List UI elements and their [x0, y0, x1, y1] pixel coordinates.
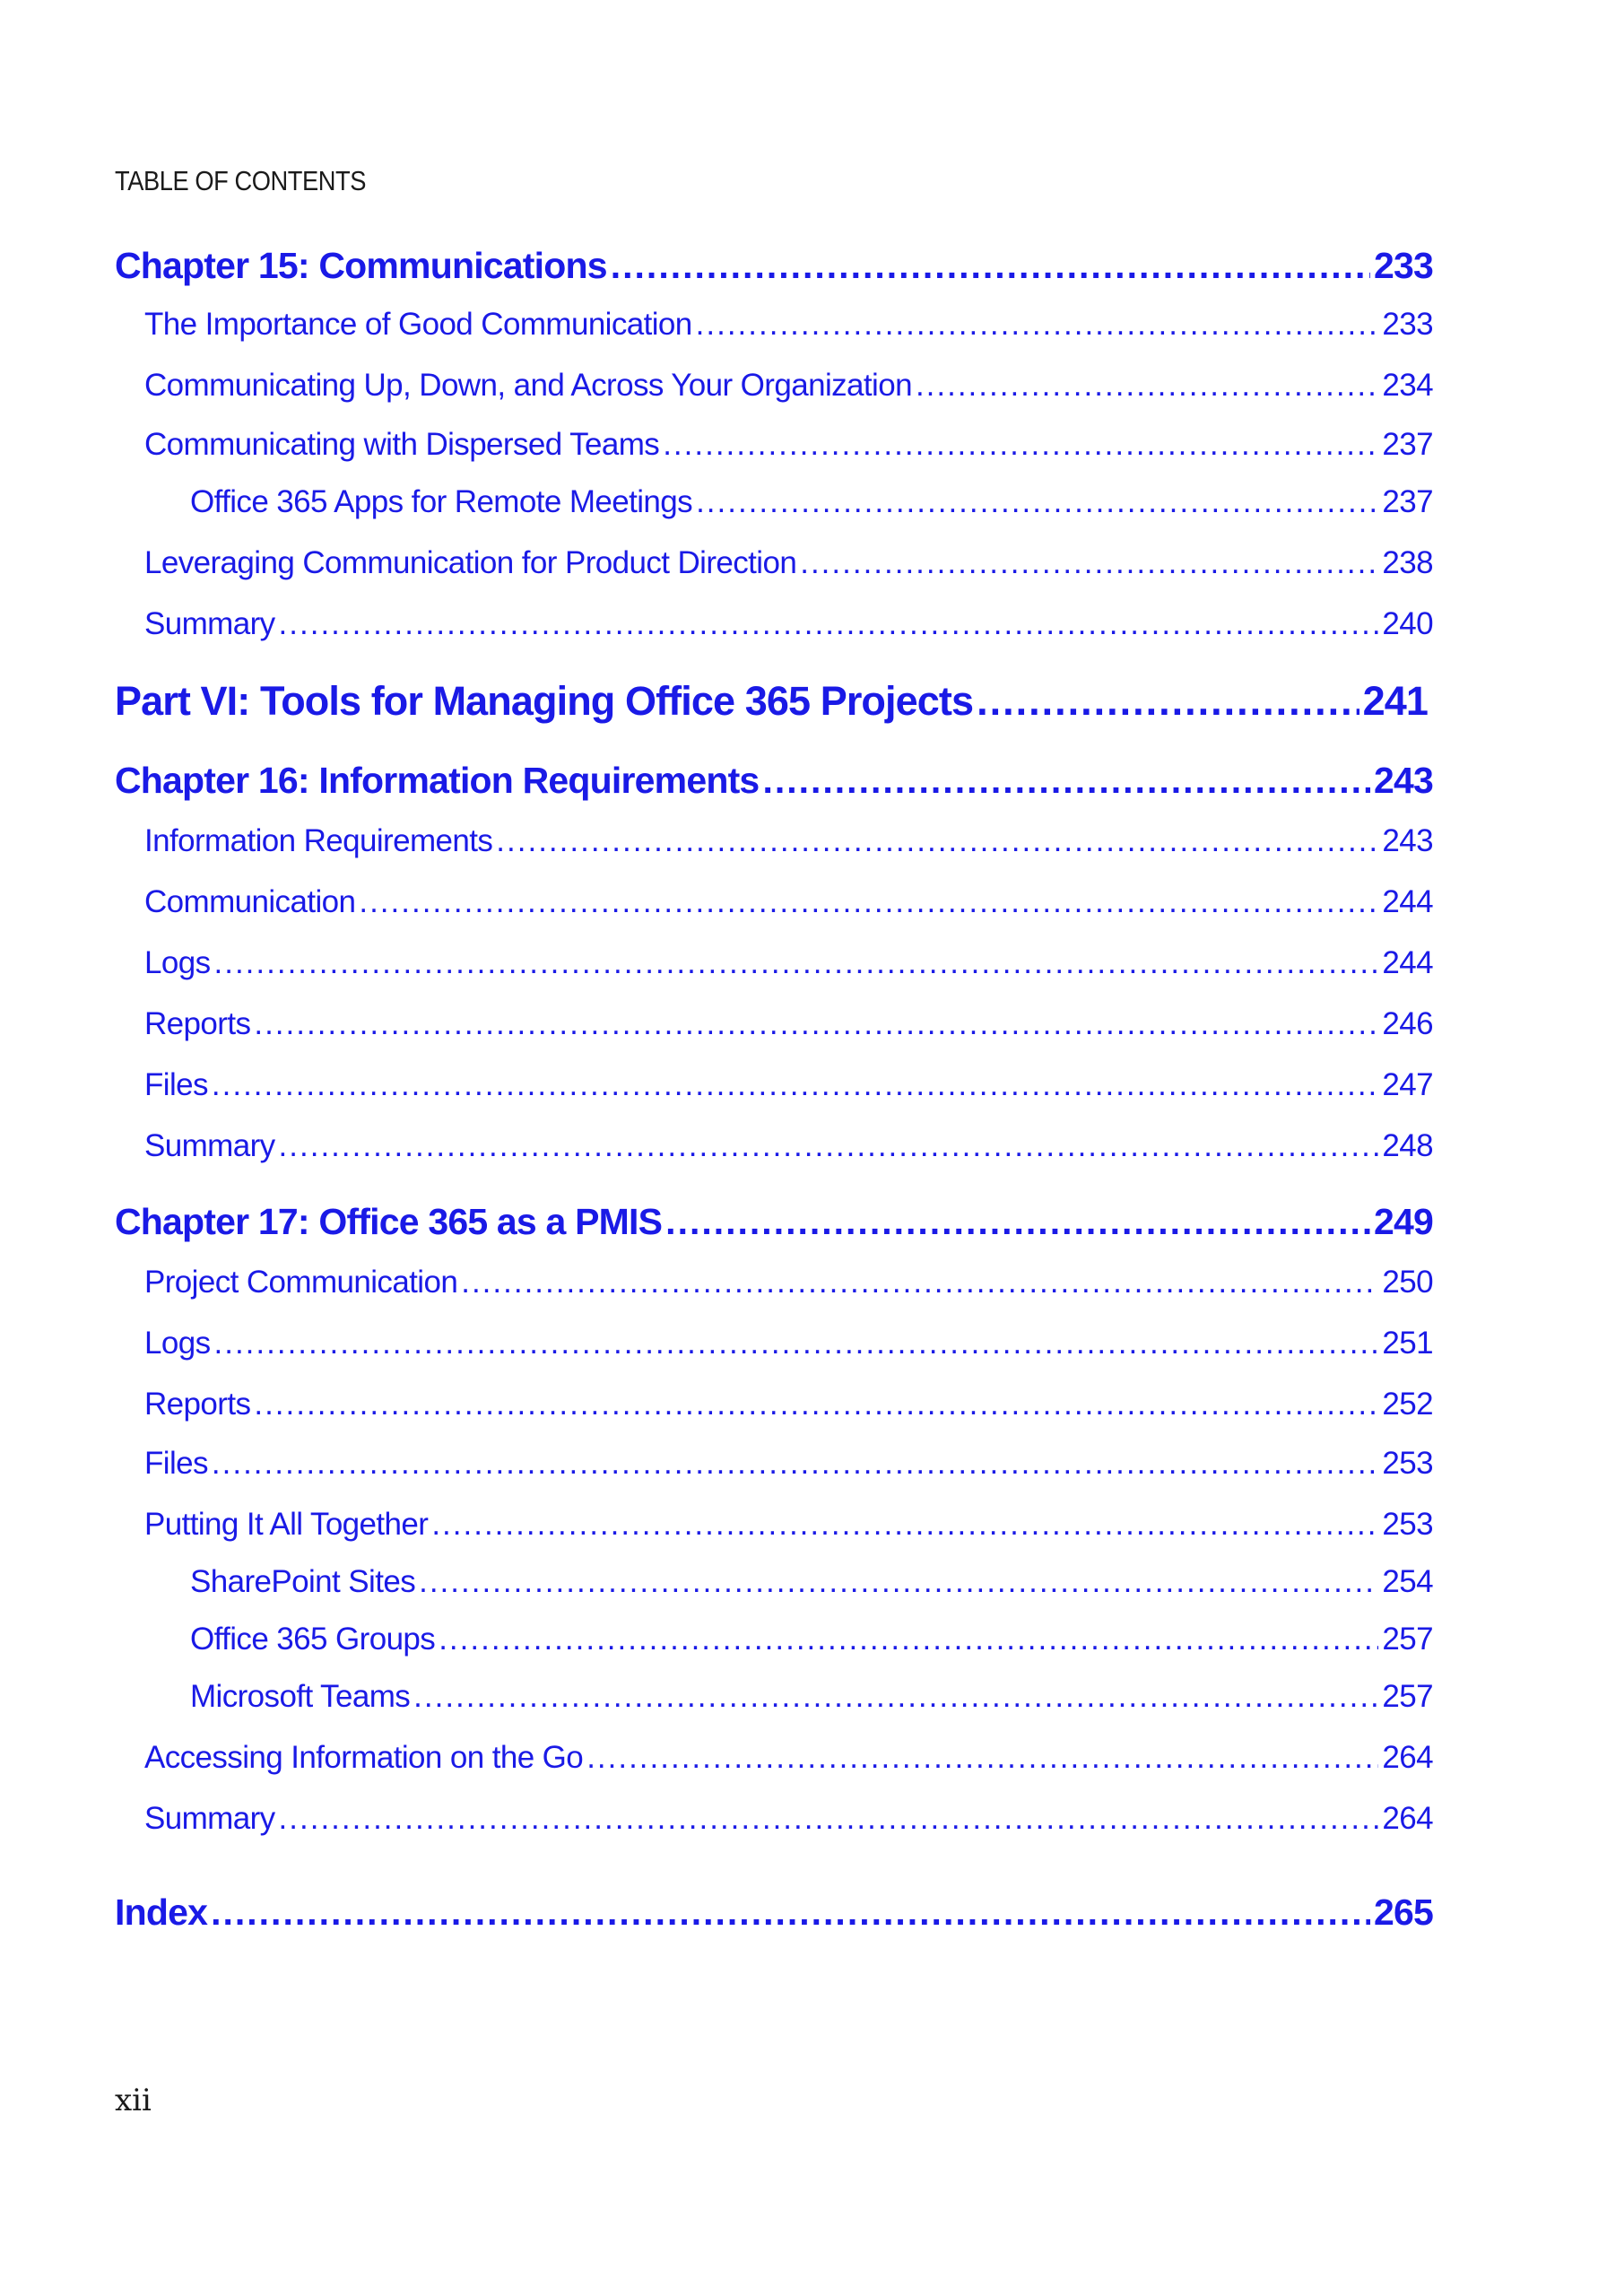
toc-link[interactable]	[144, 361, 1433, 411]
toc-entry-title: SharePoint Sites	[190, 1564, 416, 1599]
toc-page-number: 240	[1382, 606, 1433, 641]
toc-link[interactable]	[144, 877, 1433, 927]
toc-entry-title: Communication	[144, 884, 356, 919]
toc-entry-title: Chapter 15: Communications	[115, 245, 607, 286]
toc-page-number: 257	[1382, 1679, 1433, 1714]
toc-section-entry	[0, 1257, 1607, 1308]
toc-section-entry	[0, 599, 1607, 649]
toc-entry-title: Microsoft Teams	[190, 1679, 411, 1714]
dot-leader	[586, 1733, 1378, 1783]
toc-link[interactable]	[190, 1614, 1433, 1665]
running-head: TABLE OF CONTENTS	[115, 165, 367, 196]
toc-entry-title: Project Communication	[144, 1265, 458, 1300]
dot-leader	[696, 477, 1378, 527]
toc-page-number: 253	[1382, 1507, 1433, 1542]
toc-entry-title: The Importance of Good Communication	[144, 307, 692, 342]
toc-section-entry	[0, 999, 1607, 1049]
toc-link[interactable]	[144, 300, 1433, 350]
toc-link[interactable]	[144, 538, 1433, 588]
dot-leader	[211, 1887, 1370, 1937]
toc-page-number: 254	[1382, 1564, 1433, 1599]
toc-index-entry	[0, 1887, 1607, 1937]
toc-entry-title: Reports	[144, 1387, 251, 1422]
toc-entry-title: Office 365 Groups	[190, 1622, 436, 1657]
toc-link[interactable]	[144, 1257, 1433, 1308]
toc-entry-title: Reports	[144, 1006, 251, 1041]
toc-link[interactable]	[144, 816, 1433, 866]
page-folio: xii	[115, 2083, 152, 2118]
toc-subsection-entry	[0, 1557, 1607, 1607]
toc-entry-title: Index	[115, 1892, 208, 1933]
toc-entry-title: Putting It All Together	[144, 1507, 429, 1542]
toc-page-number: 248	[1382, 1128, 1433, 1163]
toc-entry-title: Information Requirements	[144, 823, 493, 858]
toc-entry-title: Accessing Information on the Go	[144, 1740, 584, 1775]
toc-entry-title: Leveraging Communication for Product Direction	[144, 545, 797, 580]
dot-leader	[665, 1196, 1370, 1247]
dot-leader	[254, 999, 1378, 1049]
toc-link[interactable]	[144, 1500, 1433, 1550]
toc-section-entry	[0, 300, 1607, 350]
toc-link[interactable]	[144, 938, 1433, 988]
toc-link[interactable]	[115, 1196, 1433, 1247]
dot-leader	[214, 1318, 1379, 1369]
toc-link[interactable]	[115, 240, 1433, 291]
toc-link[interactable]	[144, 599, 1433, 649]
toc-page-number: 257	[1382, 1622, 1433, 1657]
toc-section-entry	[0, 1060, 1607, 1110]
toc-entry-title: Communicating Up, Down, and Across Your Organization	[144, 368, 912, 403]
toc-page-number: 253	[1382, 1446, 1433, 1481]
toc-page-number: 234	[1382, 368, 1433, 403]
dot-leader	[663, 420, 1378, 470]
toc-link[interactable]	[144, 1121, 1433, 1171]
toc-page-number: 252	[1382, 1387, 1433, 1422]
toc-page-number: 244	[1382, 884, 1433, 919]
toc-section-entry	[0, 1439, 1607, 1489]
dot-leader	[279, 1121, 1379, 1171]
toc-entry-title: Logs	[144, 945, 211, 980]
dot-leader	[800, 538, 1378, 588]
toc-section-entry	[0, 1318, 1607, 1369]
dot-leader	[496, 816, 1378, 866]
dot-leader	[611, 240, 1370, 291]
toc-page-number: 251	[1382, 1326, 1433, 1361]
toc-page-number: 244	[1382, 945, 1433, 980]
toc-entry-title: Communicating with Dispersed Teams	[144, 427, 660, 462]
toc-link[interactable]	[144, 1794, 1433, 1844]
toc-section-entry	[0, 1500, 1607, 1550]
toc-section-entry	[0, 1379, 1607, 1430]
dot-leader	[439, 1614, 1378, 1665]
toc-page-number: 241	[1362, 678, 1428, 724]
toc-subsection-entry	[0, 1672, 1607, 1722]
toc-page-number: 250	[1382, 1265, 1433, 1300]
toc-link[interactable]	[144, 420, 1433, 470]
dot-leader	[461, 1257, 1378, 1308]
dot-leader	[696, 300, 1379, 350]
toc-entry-title: Chapter 16: Information Requirements	[115, 760, 760, 801]
dot-leader	[977, 676, 1359, 726]
toc-link[interactable]	[144, 1060, 1433, 1110]
toc-page-number: 233	[1373, 245, 1433, 286]
toc-section-entry	[0, 877, 1607, 927]
toc-section-entry	[0, 816, 1607, 866]
toc-link[interactable]	[115, 1887, 1433, 1937]
toc-section-entry	[0, 1733, 1607, 1783]
toc-chapter-entry	[0, 755, 1607, 805]
dot-leader	[279, 599, 1379, 649]
toc-link[interactable]	[144, 1318, 1433, 1369]
toc-page-number: 243	[1373, 760, 1433, 801]
toc-link[interactable]	[115, 676, 1428, 726]
toc-section-entry	[0, 361, 1607, 411]
toc-entry-title: Files	[144, 1446, 208, 1481]
dot-leader	[212, 1060, 1378, 1110]
toc-entry-title: Office 365 Apps for Remote Meetings	[190, 484, 693, 519]
toc-section-entry	[0, 420, 1607, 470]
toc-page-number: 243	[1382, 823, 1433, 858]
dot-leader	[413, 1672, 1378, 1722]
toc-link[interactable]	[190, 477, 1433, 527]
toc-link[interactable]	[144, 1379, 1433, 1430]
toc-entry-title: Summary	[144, 606, 275, 641]
toc-page-number: 264	[1382, 1740, 1433, 1775]
toc-page-number: 247	[1382, 1067, 1433, 1102]
toc-link[interactable]	[115, 755, 1433, 805]
toc-link[interactable]	[190, 1557, 1433, 1607]
toc-page-number: 249	[1373, 1201, 1433, 1242]
toc-section-entry	[0, 538, 1607, 588]
toc-page-number: 237	[1382, 484, 1433, 519]
toc-entry-title: Chapter 17: Office 365 as a PMIS	[115, 1201, 663, 1242]
dot-leader	[916, 361, 1378, 411]
toc-part-entry	[0, 676, 1607, 726]
dot-leader	[419, 1557, 1378, 1607]
dot-leader	[431, 1500, 1378, 1550]
toc-chapter-entry	[0, 240, 1607, 291]
toc-page-number: 264	[1382, 1801, 1433, 1836]
toc-link[interactable]	[144, 1439, 1433, 1489]
toc-page-number: 246	[1382, 1006, 1433, 1041]
dot-leader	[359, 877, 1378, 927]
toc-section-entry	[0, 1794, 1607, 1844]
toc-link[interactable]	[190, 1672, 1433, 1722]
toc-page-number: 265	[1373, 1892, 1433, 1933]
dot-leader	[279, 1794, 1379, 1844]
toc-entry-title: Part VI: Tools for Managing Office 365 Projects	[115, 678, 974, 724]
toc-section-entry	[0, 938, 1607, 988]
toc-chapter-entry	[0, 1196, 1607, 1247]
toc-entry-title: Logs	[144, 1326, 211, 1361]
toc-entry-title: Files	[144, 1067, 208, 1102]
dot-leader	[254, 1379, 1378, 1430]
toc-link[interactable]	[144, 999, 1433, 1049]
toc-subsection-entry	[0, 477, 1607, 527]
dot-leader	[762, 755, 1370, 805]
toc-entry-title: Summary	[144, 1801, 275, 1836]
toc-entry-title: Summary	[144, 1128, 275, 1163]
dot-leader	[214, 938, 1379, 988]
dot-leader	[212, 1439, 1378, 1489]
toc-page-number: 237	[1382, 427, 1433, 462]
toc-section-entry	[0, 1121, 1607, 1171]
toc-page-number: 233	[1382, 307, 1433, 342]
toc-link[interactable]	[144, 1733, 1433, 1783]
toc-page-number: 238	[1382, 545, 1433, 580]
toc-subsection-entry	[0, 1614, 1607, 1665]
